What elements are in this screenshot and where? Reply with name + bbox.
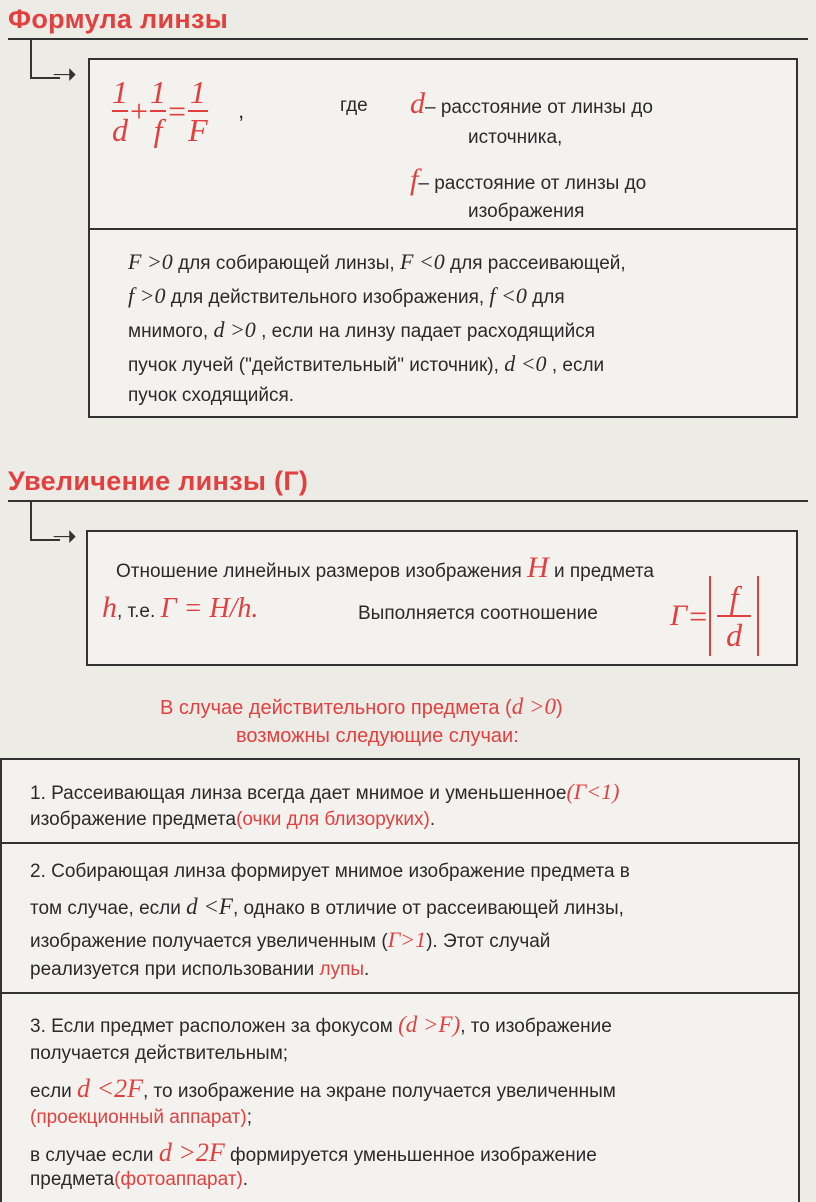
rule-line-5: пучок сходящийся. — [128, 385, 295, 406]
title-underline-2 — [8, 500, 808, 502]
magnification-formula: Г = $\frac{f}{d}$ — [670, 576, 759, 656]
f-definition-cont: изображения — [468, 201, 585, 222]
section-title-magnification: Увеличение линзы (Г) — [8, 466, 309, 496]
case-3-line-1: 3. Если предмет расположен за фокусом (d >F), то изображение — [30, 1012, 612, 1037]
magnification-box — [86, 530, 798, 666]
formula-box — [88, 58, 798, 418]
case-2-line-4: реализуется при использовании лупы. — [30, 959, 370, 980]
case-2-line-1: 2. Собирающая линза формирует мнимое изображение предмета в — [30, 861, 630, 882]
relation-label: Выполняется соотношение — [358, 603, 598, 624]
lens-formula: $\frac{1}{d}$ + $\frac{1}{f}$ = $\frac{1}{F}$ , — [112, 74, 245, 148]
formula-divider — [90, 228, 796, 230]
rule-line-4: пучок лучей ("действительный" источник), d <0 , если — [128, 351, 605, 376]
case-3-line-3: если d <2F, то изображение на экране получается увеличенным — [30, 1074, 616, 1103]
case-1-line-1: 1. Рассеивающая линза всегда дает мнимое и уменьшенное(Г<1) — [30, 779, 620, 804]
cases-subheading-1: В случае действительного предмета (d >0) — [160, 694, 563, 719]
case-3-line-4: (проекционный аппарат); — [30, 1107, 252, 1128]
case-2-line-3: изображение получается увеличенным (Г>1). Этот случай — [30, 927, 551, 952]
cases-subheading-2: возможны следующие случаи: — [236, 725, 519, 747]
rule-line-1: F >0 для собирающей линзы, F <0 для рассеивающей, — [128, 249, 626, 274]
d-definition-cont: источника, — [468, 127, 563, 148]
f-definition: f– расстояние от линзы до — [410, 163, 647, 196]
magnification-line-1: Отношение линейных размеров изображения H и предмета — [116, 551, 655, 584]
arrow-right-icon: ➝ — [52, 58, 78, 91]
case-3-line-2: получается действительным; — [30, 1043, 289, 1064]
rule-line-3: мнимого, d >0 , если на линзу падает расходящийся — [128, 317, 596, 342]
case-3-line-5: в случае если d >2F формируется уменьшенное изображение — [30, 1138, 597, 1167]
case-divider — [2, 992, 798, 994]
case-3-line-6: предмета(фотоаппарат). — [30, 1169, 249, 1190]
magnification-line-2: h, т.е. Г = H/h. — [102, 591, 259, 624]
arrow-right-icon: ➝ — [52, 520, 78, 553]
title-underline — [8, 38, 808, 40]
where-label: где — [340, 95, 368, 116]
case-divider — [2, 842, 798, 844]
rule-line-2: f >0 для действительного изображения, f <0 для — [128, 283, 565, 308]
section-title-lens-formula: Формула линзы — [8, 4, 229, 34]
d-definition: d– расстояние от линзы до — [410, 87, 653, 120]
case-2-line-2: том случае, если d <F, однако в отличие от рассеивающей линзы, — [30, 894, 624, 919]
cases-box — [0, 758, 800, 1202]
case-1-line-2: изображение предмета(очки для близоруких). — [30, 809, 436, 830]
